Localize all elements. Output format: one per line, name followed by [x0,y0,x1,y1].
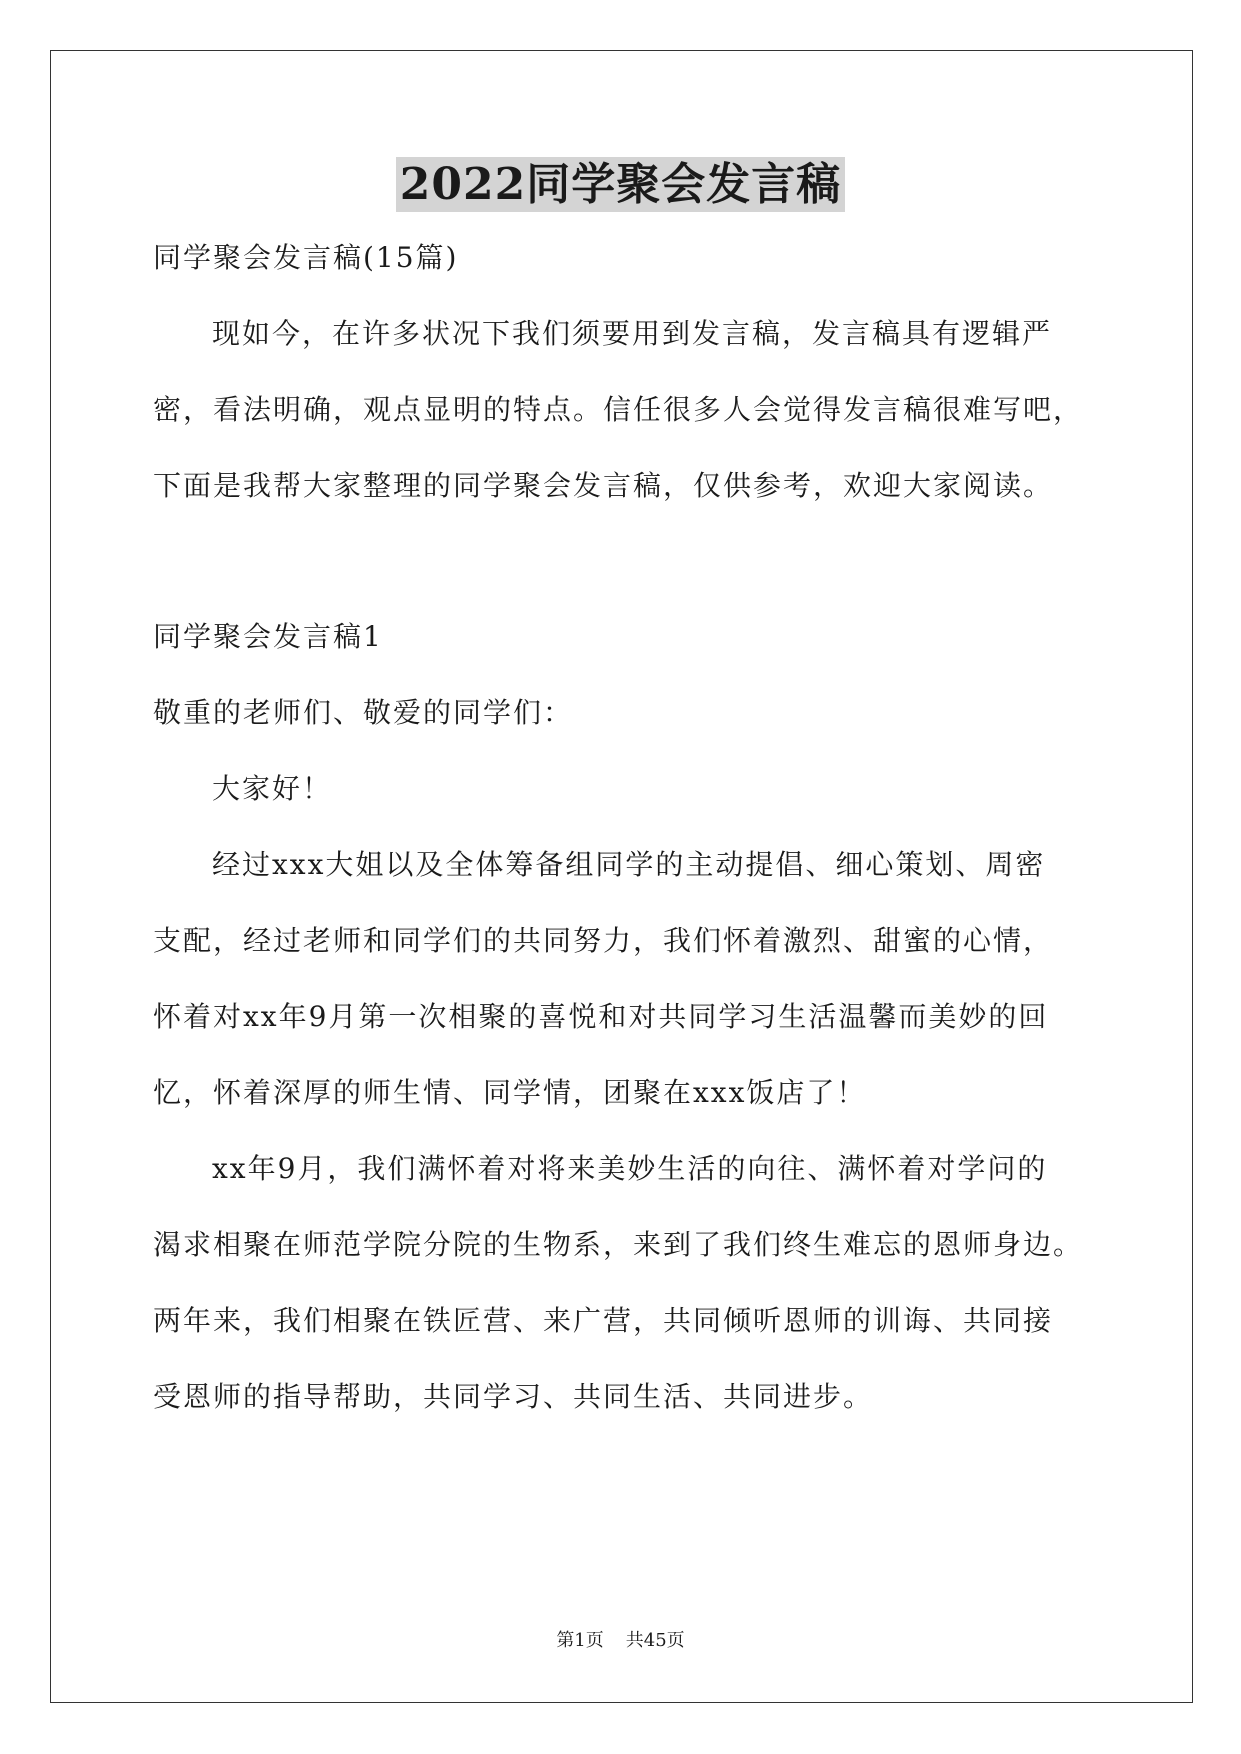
paragraph-line: xx年9月，我们满怀着对将来美妙生活的向往、满怀着对学问的 [212,1152,1048,1185]
paragraph-line: 受恩师的指导帮助，共同学习、共同生活、共同进步。 [153,1380,874,1413]
page-number: 第1页 [556,1630,604,1651]
intro-line: 现如今，在许多状况下我们须要用到发言稿，发言稿具有逻辑严 [212,317,1053,350]
paragraph-line: 渴求相聚在师范学院分院的生物系，来到了我们终生难忘的恩师身边。 [153,1228,1084,1261]
subtitle: 同学聚会发言稿(15篇) [153,241,459,274]
document-title-text: 2022同学聚会发言稿 [396,157,845,212]
paragraph-line: 两年来，我们相聚在铁匠营、来广营，共同倾听恩师的训诲、共同接 [153,1304,1054,1337]
document-title [0,155,1241,215]
section-heading: 同学聚会发言稿1 [153,620,383,653]
paragraph-line: 经过xxx大姐以及全体筹备组同学的主动提倡、细心策划、周密 [212,848,1046,881]
greeting: 大家好！ [212,772,333,805]
salutation: 敬重的老师们、敬爱的同学们： [153,696,574,729]
intro-line: 下面是我帮大家整理的同学聚会发言稿，仅供参考，欢迎大家阅读。 [153,469,1054,502]
page-total: 共45页 [625,1630,685,1651]
page-footer [0,1629,1241,1653]
intro-line: 密，看法明确，观点显明的特点。信任很多人会觉得发言稿很难写吧， [153,393,1084,426]
paragraph-line: 怀着对xx年9月第一次相聚的喜悦和对共同学习生活温馨而美妙的回 [153,1000,1049,1033]
paragraph-line: 忆，怀着深厚的师生情、同学情，团聚在xxx饭店了！ [153,1076,867,1109]
paragraph-line: 支配，经过老师和同学们的共同努力，我们怀着激烈、甜蜜的心情， [153,924,1054,957]
